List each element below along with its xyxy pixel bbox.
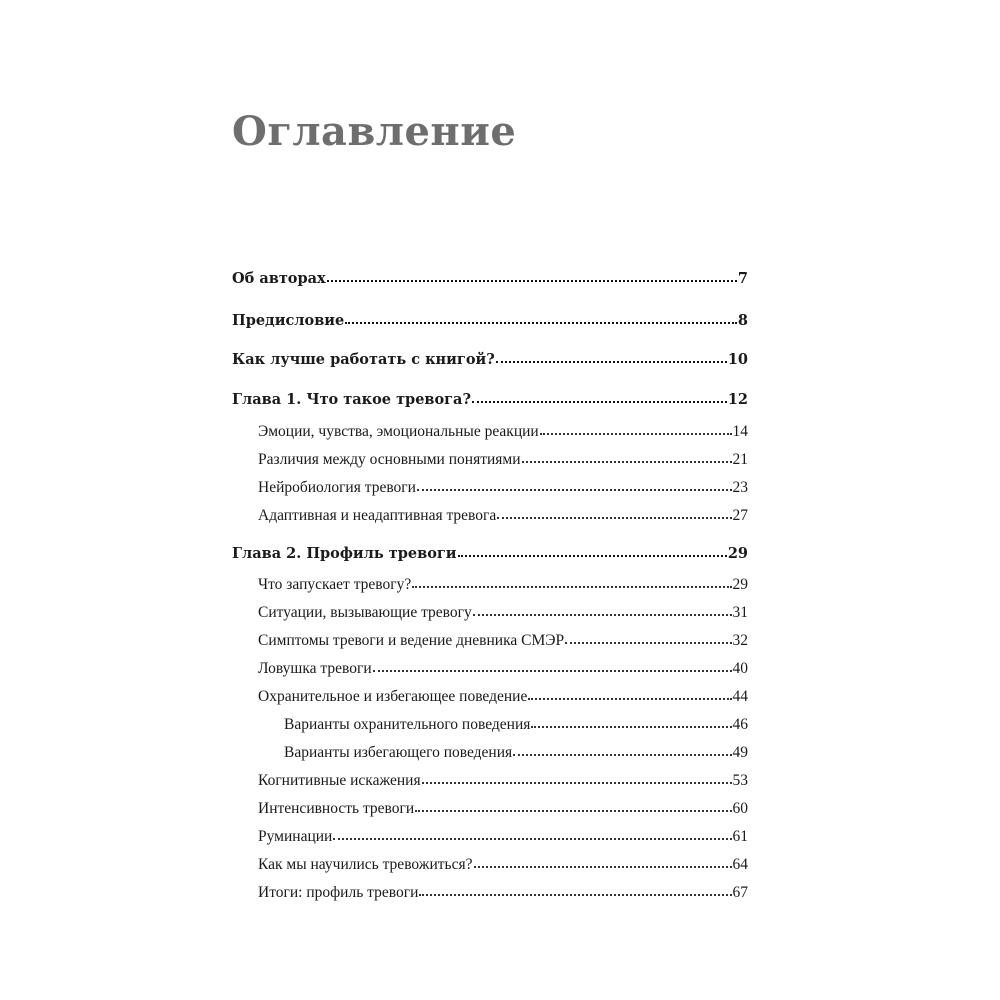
toc-entry xyxy=(232,268,748,290)
toc-entry xyxy=(284,742,748,764)
toc-entry-page: 40 xyxy=(732,660,748,677)
toc-entry-label: Симптомы тревоги и ведение дневника СМЭР xyxy=(258,632,565,649)
toc-entry-page: 31 xyxy=(732,604,748,621)
toc-entry xyxy=(258,421,748,443)
dot-leader xyxy=(412,575,731,589)
toc-entry-page: 23 xyxy=(732,479,748,496)
toc-entry-label: Интенсивность тревоги xyxy=(258,800,415,817)
dot-leader xyxy=(417,478,732,492)
toc-entry-label: Что запускает тревогу? xyxy=(258,576,412,593)
dot-leader xyxy=(422,771,732,785)
toc-entry-label: Об авторах xyxy=(232,270,326,287)
toc-entry xyxy=(258,686,748,708)
toc-entry xyxy=(258,770,748,792)
toc-entry-label: Когнитивные искажения xyxy=(258,772,421,789)
dot-leader xyxy=(522,450,732,464)
dot-leader xyxy=(373,659,732,673)
toc-entry-label: Как лучше работать с книгой? xyxy=(232,351,495,368)
toc-entry-page: 27 xyxy=(732,507,748,524)
dot-leader xyxy=(565,631,731,645)
toc-entry-label: Глава 1. Что такое тревога? xyxy=(232,391,471,408)
dot-leader xyxy=(419,883,731,897)
toc-entry xyxy=(232,543,748,565)
toc-entry xyxy=(232,389,748,411)
dot-leader xyxy=(513,743,731,757)
toc-entry-page: 10 xyxy=(727,351,748,368)
toc-entry-label: Эмоции, чувства, эмоциональные реакции xyxy=(258,423,539,440)
toc-entry-label: Различия между основными понятиями xyxy=(258,451,521,468)
toc-entry-page: 64 xyxy=(732,856,748,873)
toc-entry-page: 61 xyxy=(732,828,748,845)
dot-leader xyxy=(333,827,731,841)
toc-entry xyxy=(258,630,748,652)
toc-entry-page: 8 xyxy=(737,312,748,329)
toc-entry xyxy=(258,658,748,680)
toc-entry-page: 29 xyxy=(732,576,748,593)
dot-leader xyxy=(327,269,737,283)
toc-entry-page: 67 xyxy=(732,884,748,901)
table-of-contents xyxy=(232,0,748,1000)
toc-entry-label: Ситуации, вызывающие тревогу xyxy=(258,604,472,621)
toc-entry xyxy=(258,602,748,624)
dot-leader xyxy=(472,390,727,404)
dot-leader xyxy=(540,422,732,436)
toc-entry xyxy=(284,714,748,736)
toc-entry-page: 21 xyxy=(732,451,748,468)
toc-entry xyxy=(258,477,748,499)
dot-leader xyxy=(458,544,727,558)
toc-entry-label: Нейробиология тревоги xyxy=(258,479,416,496)
toc-entry-page: 12 xyxy=(727,391,748,408)
toc-entry xyxy=(232,349,748,371)
toc-entry-page: 7 xyxy=(737,270,748,287)
toc-entry-label: Ловушка тревоги xyxy=(258,660,372,677)
toc-entry-label: Глава 2. Профиль тревоги xyxy=(232,545,457,562)
toc-entry-label: Предисловие xyxy=(232,312,345,329)
toc-entry xyxy=(258,826,748,848)
toc-entry xyxy=(258,854,748,876)
toc-entry-page: 60 xyxy=(732,800,748,817)
toc-entry-label: Как мы научились тревожиться? xyxy=(258,856,473,873)
dot-leader xyxy=(474,855,732,869)
dot-leader xyxy=(497,506,731,520)
dot-leader xyxy=(528,687,731,701)
toc-entry-label: Варианты охранительного поведения xyxy=(284,716,531,733)
toc-entry-label: Охранительное и избегающее поведение xyxy=(258,688,528,705)
dot-leader xyxy=(415,799,731,813)
toc-entry xyxy=(232,310,748,332)
toc-entry-page: 53 xyxy=(732,772,748,789)
toc-entry-label: Варианты избегающего поведения xyxy=(284,744,513,761)
dot-leader xyxy=(531,715,731,729)
toc-entry-label: Адаптивная и неадаптивная тревога xyxy=(258,507,497,524)
toc-entry xyxy=(258,574,748,596)
toc-entry-page: 44 xyxy=(732,688,748,705)
toc-entry xyxy=(258,505,748,527)
dot-leader xyxy=(345,311,737,325)
toc-entry-page: 49 xyxy=(732,744,748,761)
toc-entry xyxy=(258,798,748,820)
toc-entry-page: 46 xyxy=(732,716,748,733)
toc-entry xyxy=(258,449,748,471)
toc-entry-page: 14 xyxy=(732,423,748,440)
dot-leader xyxy=(473,603,732,617)
page-title: Оглавление xyxy=(232,108,517,155)
toc-entry xyxy=(258,882,748,904)
toc-entry-label: Руминации xyxy=(258,828,333,845)
toc-entry-label: Итоги: профиль тревоги xyxy=(258,884,419,901)
dot-leader xyxy=(496,350,727,364)
toc-entry-page: 29 xyxy=(727,545,748,562)
toc-entry-page: 32 xyxy=(732,632,748,649)
